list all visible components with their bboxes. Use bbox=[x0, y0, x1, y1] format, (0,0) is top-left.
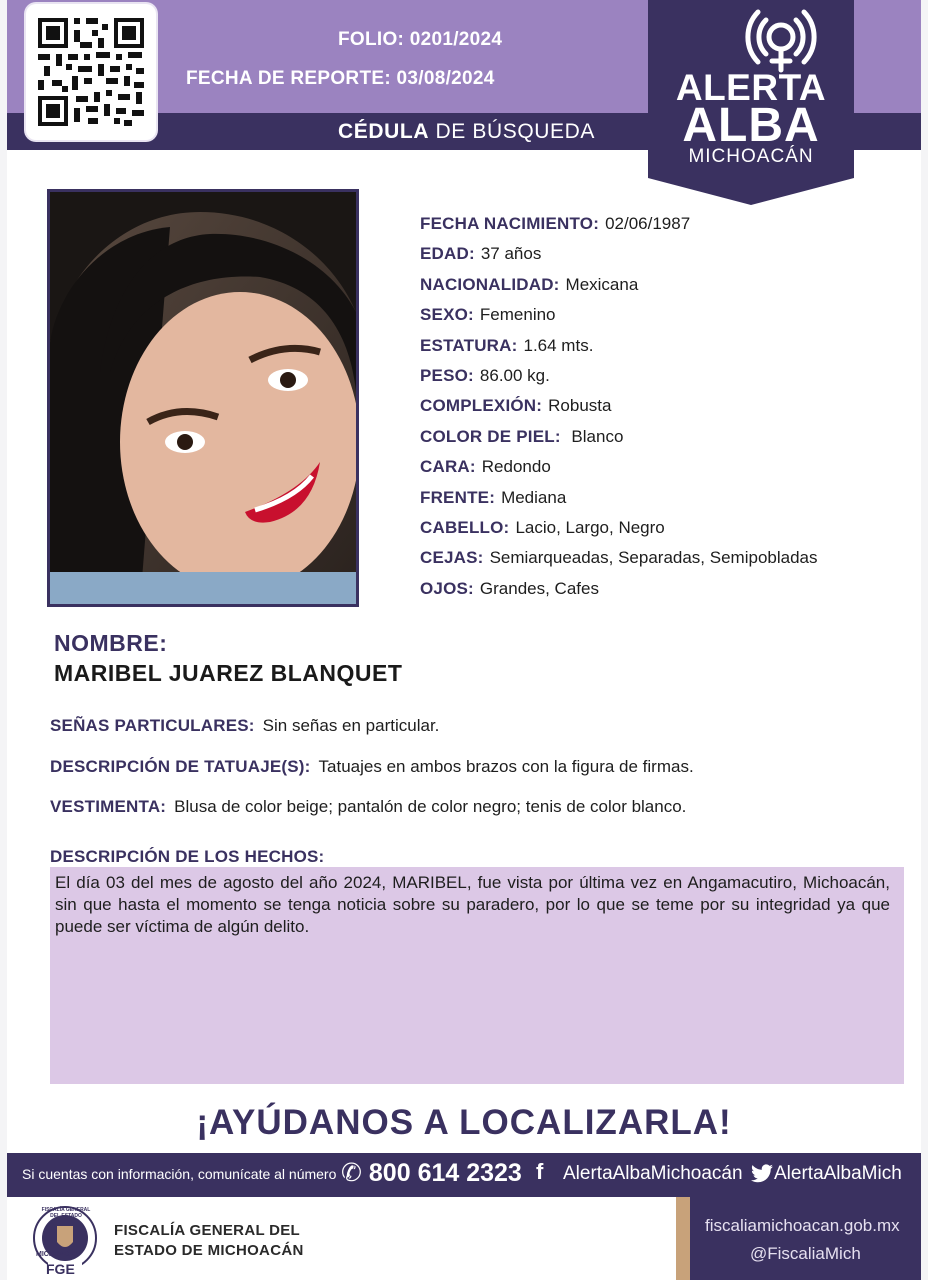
document-title bbox=[338, 120, 595, 144]
detail-value: 86.00 kg. bbox=[479, 365, 550, 385]
detail-row bbox=[420, 303, 818, 333]
twitter-bird-icon bbox=[751, 1164, 773, 1183]
document-title-bold: CÉDULA bbox=[338, 120, 430, 143]
document-title-rest: DE BÚSQUEDA bbox=[429, 120, 596, 143]
phone-number[interactable] bbox=[341, 1158, 522, 1188]
detail-label: FECHA NACIMIENTO: bbox=[420, 214, 600, 233]
detail-value: Femenino bbox=[479, 305, 556, 325]
senas-row bbox=[50, 716, 439, 736]
badge-region: MICHOACÁN bbox=[688, 146, 814, 167]
detail-value: Grandes, Cafes bbox=[479, 578, 599, 598]
detail-value: Lacio, Largo, Negro bbox=[515, 517, 665, 537]
footer-stripe bbox=[676, 1197, 690, 1280]
detail-label: PESO: bbox=[420, 365, 474, 385]
detail-label: EDAD: bbox=[420, 244, 475, 264]
detail-row bbox=[420, 242, 818, 272]
logo-ring-text: FISCALÍA GENERAL DEL ESTADO bbox=[41, 1207, 91, 1219]
detail-row bbox=[420, 516, 818, 546]
name-label: NOMBRE: bbox=[54, 630, 168, 656]
contact-intro: Si cuentas con información, comunícate al número bbox=[22, 1166, 337, 1182]
detail-value: Mediana bbox=[501, 487, 567, 507]
detail-value: Blanco bbox=[566, 426, 624, 446]
detail-row bbox=[420, 212, 818, 242]
detail-label: COMPLEXIÓN: bbox=[420, 396, 543, 416]
detail-row bbox=[420, 273, 818, 303]
twitter-handle[interactable]: AlertaAlbaMich bbox=[774, 1163, 902, 1184]
senas-value: Sin señas en particular. bbox=[262, 716, 440, 735]
person-photo bbox=[47, 189, 359, 607]
footer-contact-panel bbox=[676, 1197, 921, 1280]
detail-value: 02/06/1987 bbox=[605, 214, 691, 233]
senas-label: SEÑAS PARTICULARES: bbox=[50, 716, 255, 735]
detail-label: CEJAS: bbox=[420, 548, 484, 568]
person-name: MARIBEL JUAREZ BLANQUET bbox=[54, 660, 403, 686]
detail-row bbox=[420, 486, 818, 516]
detail-row bbox=[420, 394, 818, 424]
detail-label: CABELLO: bbox=[420, 517, 510, 537]
hechos-text: El día 03 del mes de agosto del año 2024, MARIBEL, fue vista por última vez en Angamacutiro, Michoacán, sin que hasta el momento se tenga noticia sobre su paradero, por lo que se teme por su integridad ya que puede ser víctima de algún delito. bbox=[55, 873, 890, 936]
detail-row bbox=[420, 425, 818, 455]
detail-label: ESTATURA: bbox=[420, 335, 518, 355]
logo-state: MICHOACÁN bbox=[36, 1251, 80, 1258]
detail-label: NACIONALIDAD: bbox=[420, 274, 560, 294]
phone-icon: ✆ bbox=[341, 1159, 362, 1187]
website-link[interactable]: fiscaliamichoacan.gob.mx bbox=[705, 1216, 900, 1235]
detail-row bbox=[420, 455, 818, 485]
detail-label: OJOS: bbox=[420, 578, 474, 598]
hechos-label: DESCRIPCIÓN DE LOS HECHOS: bbox=[50, 847, 325, 866]
detail-value: Redondo bbox=[481, 457, 551, 477]
detail-value: 1.64 mts. bbox=[523, 335, 594, 355]
hechos-box bbox=[50, 867, 904, 1084]
phone-value: 800 614 2323 bbox=[368, 1159, 522, 1187]
detail-label: FRENTE: bbox=[420, 487, 496, 507]
detail-row bbox=[420, 577, 818, 607]
tatuajes-label: DESCRIPCIÓN DE TATUAJE(S): bbox=[50, 757, 311, 776]
qr-code-icon bbox=[26, 4, 156, 140]
detail-label: COLOR DE PIEL: bbox=[420, 426, 561, 446]
vestimenta-row bbox=[50, 797, 686, 817]
detail-label: SEXO: bbox=[420, 305, 474, 325]
folio-number: FOLIO: 0201/2024 bbox=[338, 29, 503, 50]
report-date: FECHA DE REPORTE: 03/08/2024 bbox=[186, 68, 495, 89]
social-handle[interactable]: @FiscaliaMich bbox=[750, 1244, 861, 1263]
call-to-action: ¡AYÚDANOS A LOCALIZARLA! bbox=[196, 1103, 732, 1142]
detail-value: Robusta bbox=[548, 396, 612, 416]
org-name-line1: FISCALÍA GENERAL DEL bbox=[114, 1222, 301, 1239]
vestimenta-value: Blusa de color beige; pantalón de color negro; tenis de color blanco. bbox=[174, 797, 687, 816]
facebook-icon: f bbox=[536, 1159, 544, 1184]
detail-label: CARA: bbox=[420, 457, 476, 477]
org-name-line2: ESTADO DE MICHOACÁN bbox=[114, 1242, 304, 1259]
logo-abbr: FGE bbox=[46, 1261, 75, 1277]
detail-row bbox=[420, 334, 818, 364]
detail-row bbox=[420, 364, 818, 394]
person-details bbox=[420, 212, 818, 607]
detail-value: Semiarqueadas, Separadas, Semipobladas bbox=[489, 548, 818, 568]
badge-title-line2: ALBA bbox=[682, 99, 820, 152]
tatuajes-value: Tatuajes en ambos brazos con la figura de firmas. bbox=[318, 757, 694, 776]
detail-row bbox=[420, 546, 818, 576]
vestimenta-label: VESTIMENTA: bbox=[50, 797, 167, 816]
detail-value: Mexicana bbox=[565, 274, 639, 294]
tatuajes-row bbox=[50, 757, 694, 777]
badge-title-line1: ALERTA bbox=[675, 67, 827, 108]
facebook-handle[interactable]: AlertaAlbaMichoacán bbox=[563, 1163, 743, 1184]
detail-value: 37 años bbox=[480, 244, 542, 264]
